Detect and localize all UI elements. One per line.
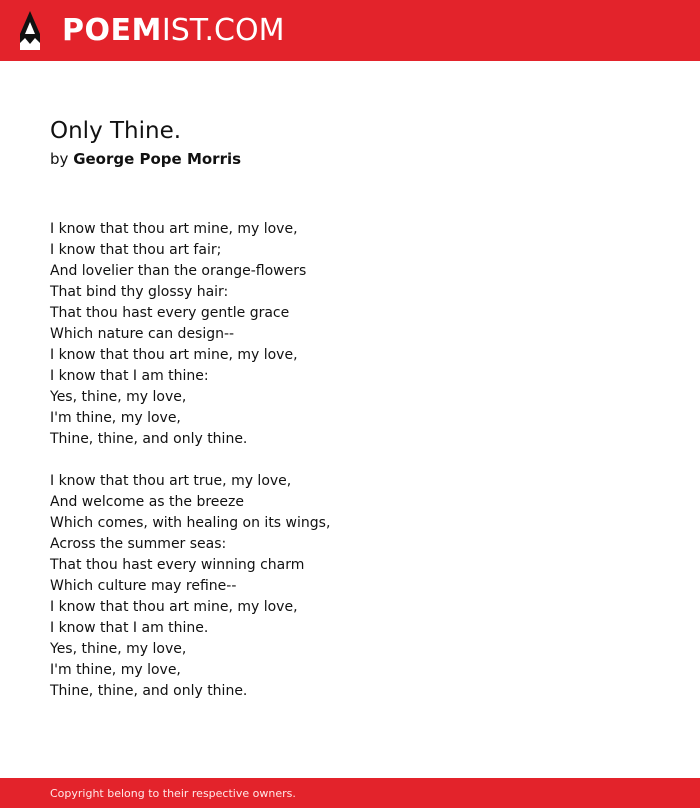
site-footer [0, 778, 700, 808]
by-label: by [50, 150, 69, 168]
author-name: George Pope Morris [73, 150, 242, 168]
poem-line: I know that I am thine: [50, 368, 209, 384]
poem-line: I know that I am thine. [50, 620, 209, 636]
poem-line: Thine, thine, and only thine. [50, 431, 248, 447]
poem-line: I know that thou art fair; [50, 242, 222, 258]
poem-line: Which nature can design-- [50, 326, 235, 342]
poem-line: And welcome as the breeze [50, 494, 244, 510]
poem-line: And lovelier than the orange-flowers [50, 263, 307, 279]
poem-line: That thou hast every winning charm [50, 557, 305, 573]
poem-line: Yes, thine, my love, [50, 389, 187, 405]
poem-line: Thine, thine, and only thine. [50, 683, 248, 699]
poem-line: I know that thou art mine, my love, [50, 221, 298, 237]
site-header [0, 0, 700, 61]
stanza-1 [50, 219, 650, 450]
poem-line: Across the summer seas: [50, 536, 227, 552]
byline [50, 149, 241, 169]
poem-line: That bind thy glossy hair: [50, 284, 229, 300]
stanza-2 [50, 471, 650, 702]
site-logo[interactable] [62, 13, 284, 49]
poem-line: Yes, thine, my love, [50, 641, 187, 657]
copyright-notice: Copyright belong to their respective owners. [50, 787, 296, 800]
poem-title: Only Thine. [50, 118, 182, 144]
poem-line: I know that thou art mine, my love, [50, 347, 298, 363]
poem-body [50, 219, 650, 723]
pencil-tip-icon[interactable] [18, 10, 42, 52]
poem-line: Which comes, with healing on its wings, [50, 515, 331, 531]
poem-line: Which culture may refine-- [50, 578, 237, 594]
logo-bold-text: POEM [62, 13, 162, 48]
poem-line: I know that thou art true, my love, [50, 473, 292, 489]
poem-line: That thou hast every gentle grace [50, 305, 290, 321]
poem-line: I'm thine, my love, [50, 662, 181, 678]
poem-line: I'm thine, my love, [50, 410, 181, 426]
poem-line: I know that thou art mine, my love, [50, 599, 298, 615]
logo-light-text: IST.COM [161, 13, 285, 48]
